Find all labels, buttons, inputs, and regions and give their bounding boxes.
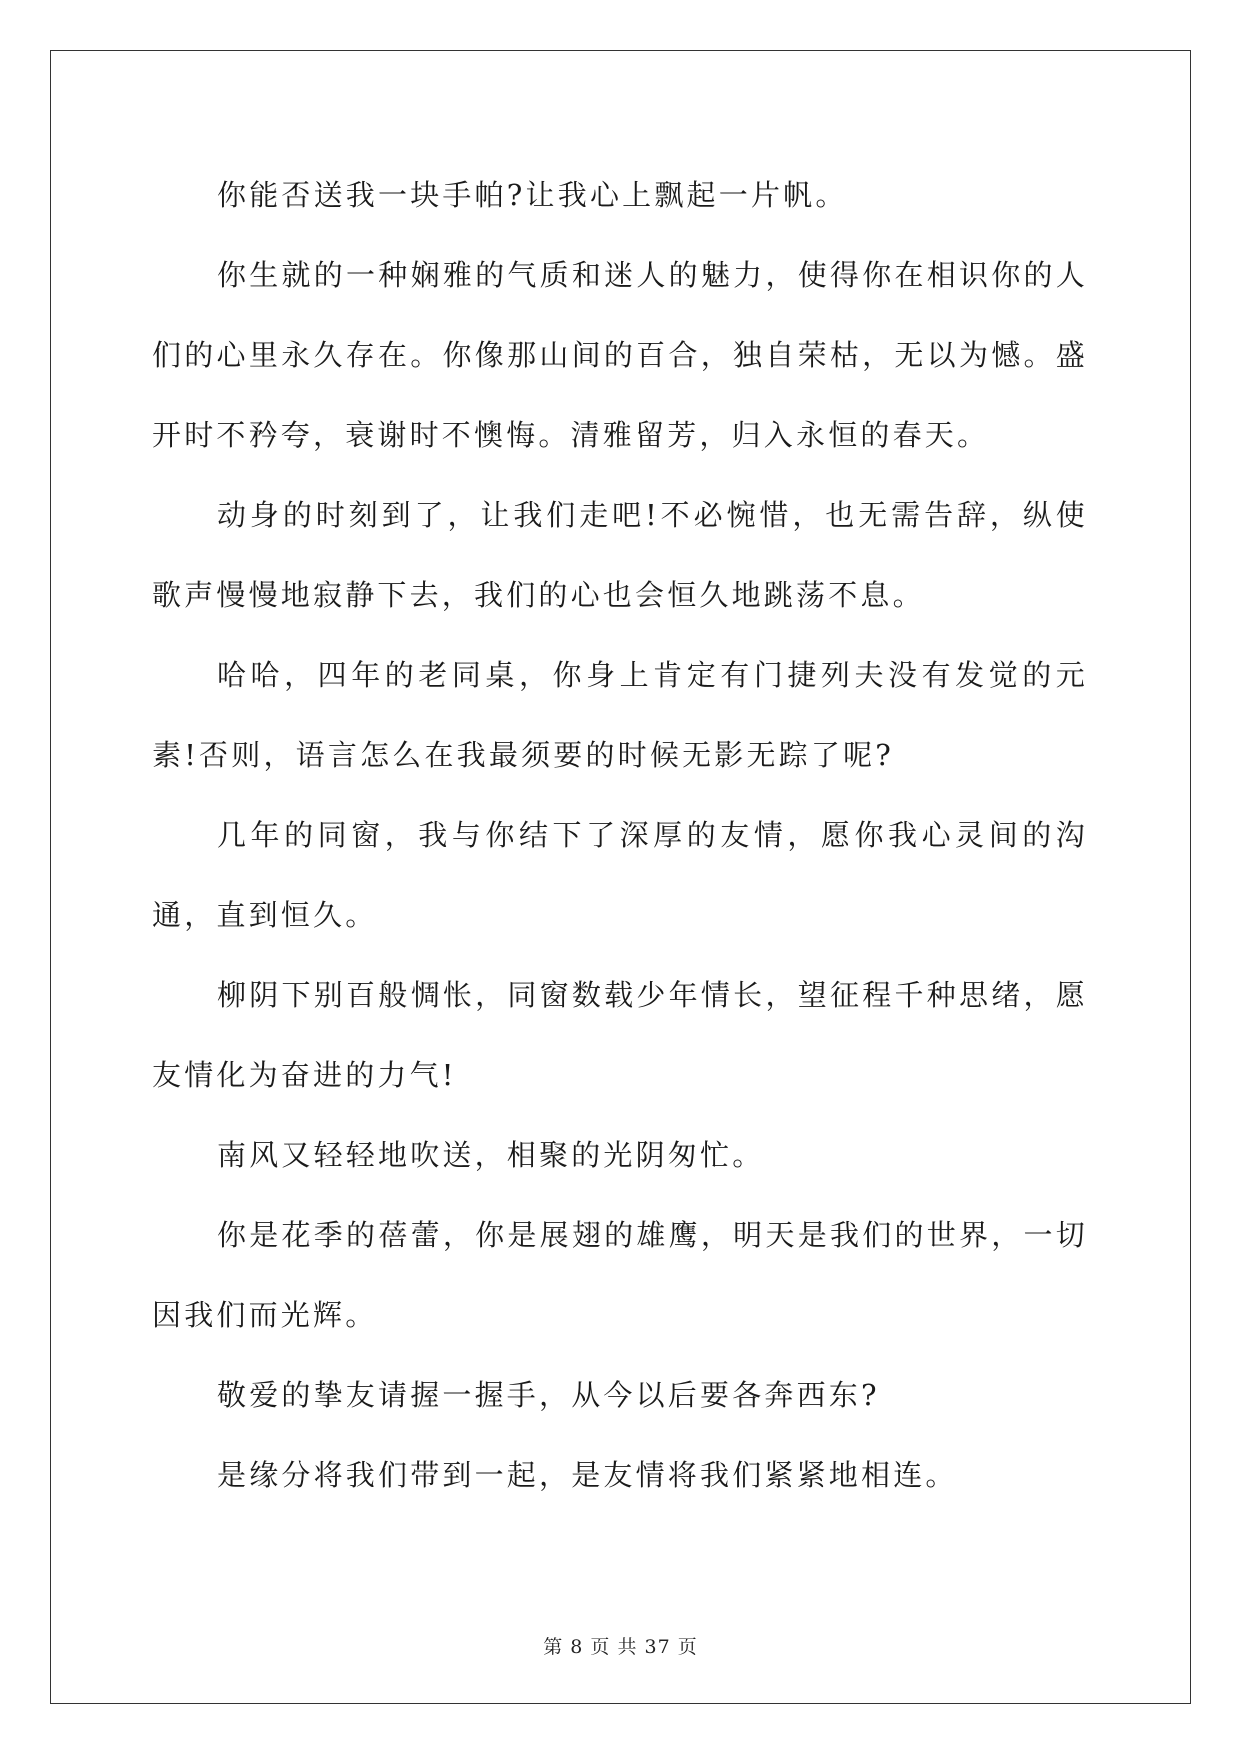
document-body	[152, 155, 1088, 1515]
paragraph	[152, 1195, 1088, 1355]
text-line: 情化为奋进的力气!	[184, 1058, 457, 1092]
text-line: 敬爱的挚友请握一握手，从今以后要各奔西东?	[217, 1378, 880, 1412]
paragraph	[152, 1355, 1088, 1435]
paragraph	[152, 475, 1088, 635]
text-line: 几年的同窗，我与你结下了深厚的友情，愿你我心灵间的沟通，	[152, 818, 1088, 932]
paragraph	[152, 795, 1088, 955]
text-line: 是缘分将我们带到一起，是友情将我们紧紧地相连。	[217, 1458, 958, 1492]
text-line: 你是花季的蓓蕾，你是展翅的雄鹰，明天是我们的世界，一切因	[152, 1218, 1088, 1332]
paragraph	[152, 1115, 1088, 1195]
paragraph	[152, 1435, 1088, 1515]
text-line: 则，语言怎么在我最须要的时候无影无踪了呢?	[231, 738, 895, 772]
text-line: 南风又轻轻地吹送，相聚的光阴匆忙。	[217, 1138, 765, 1172]
paragraph	[152, 955, 1088, 1115]
text-line: 的心里永久存在。你像那山间的百合，独自荣枯，无以为憾。盛开时	[152, 338, 1088, 452]
paragraph	[152, 635, 1088, 795]
text-line: 动身的时刻到了，让我们走吧!不必惋惜，也无需告辞，纵使歌声	[152, 498, 1088, 612]
text-line: 不矜夸，衰谢时不懊悔。清雅留芳，归入永恒的春天。	[216, 418, 990, 452]
text-line: 我们而光辉。	[184, 1298, 378, 1332]
page-number-footer: 第 8 页 共 37 页	[543, 1636, 698, 1658]
text-line: 哈哈，四年的老同桌，你身上肯定有门捷列夫没有发觉的元素!否	[152, 658, 1088, 772]
text-line: 直到恒久。	[216, 898, 378, 932]
paragraph	[152, 235, 1088, 475]
text-line: 慢慢地寂静下去，我们的心也会恒久地跳荡不息。	[216, 578, 925, 612]
text-line: 你生就的一种娴雅的气质和迷人的魅力，使得你在相识你的人们	[152, 258, 1088, 372]
paragraph	[152, 155, 1088, 235]
text-line: 柳阴下别百般惆怅，同窗数载少年情长，望征程千种思绪，愿友	[152, 978, 1088, 1092]
text-line: 你能否送我一块手帕?让我心上飘起一片帆。	[217, 178, 848, 212]
